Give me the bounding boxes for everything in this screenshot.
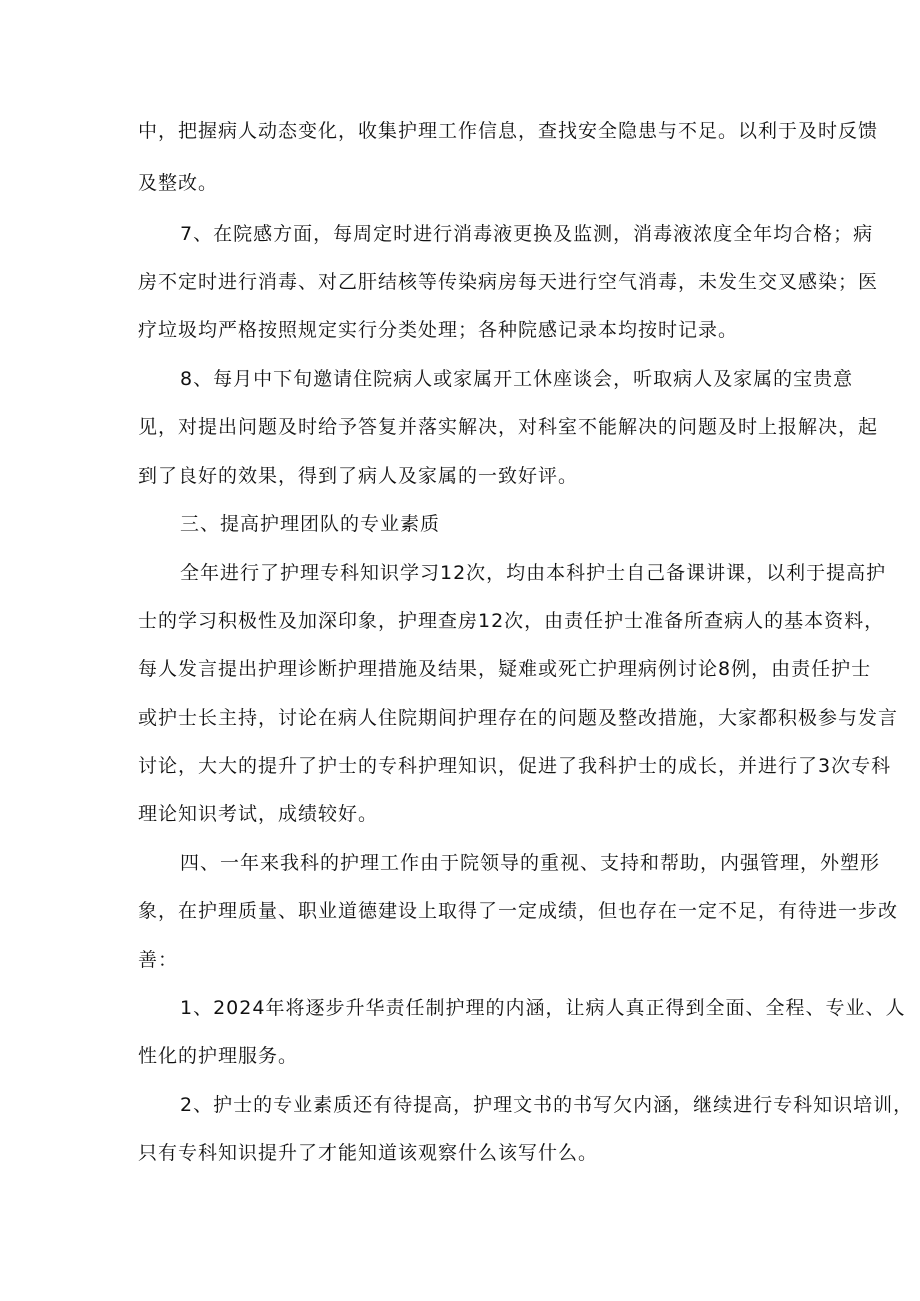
text-line: 及整改。 bbox=[138, 172, 219, 194]
text-line: 房不定时进行消毒、对乙肝结核等传染病房每天进行空气消毒，未发生交叉感染；医 bbox=[138, 271, 879, 293]
section-heading-3: 三、提高护理团队的专业素质 bbox=[180, 513, 441, 535]
section-heading-4: 四、一年来我科的护理工作由于院领导的重视、支持和帮助，内强管理，外塑形 bbox=[180, 852, 881, 874]
text-line: 疗垃圾均严格按照规定实行分类处理；各种院感记录本均按时记录。 bbox=[138, 319, 739, 341]
text-line-item-1: 1、2024年将逐步升华责任制护理的内涵，让病人真正得到全面、全程、专业、人 bbox=[180, 997, 906, 1019]
text-line: 或护士长主持，讨论在病人住院期间护理存在的问题及整改措施，大家都积极参与发言 bbox=[138, 707, 899, 729]
text-line: 善： bbox=[138, 949, 179, 971]
text-line-paragraph: 全年进行了护理专科知识学习12次，均由本科护士自己备课讲课，以利于提高护 bbox=[180, 562, 887, 584]
text-line-paragraph-7: 7、在院感方面，每周定时进行消毒液更换及监测，消毒液浓度全年均合格；病 bbox=[180, 223, 874, 245]
text-line-paragraph-8: 8、每月中下旬邀请住院病人或家属开工休座谈会，听取病人及家属的宝贵意 bbox=[180, 368, 854, 390]
text-line-item-2: 2、护士的专业素质还有待提高，护理文书的书写欠内涵，继续进行专科知识培训， bbox=[180, 1094, 914, 1116]
text-line: 理论知识考试，成绩较好。 bbox=[138, 803, 379, 825]
text-line: 象，在护理质量、职业道德建设上取得了一定成绩，但也存在一定不足，有待进一步改 bbox=[138, 900, 899, 922]
text-line: 士的学习积极性及加深印象，护理查房12次，由责任护士准备所查病人的基本资料， bbox=[138, 610, 885, 632]
text-line: 性化的护理服务。 bbox=[138, 1045, 299, 1067]
text-line: 每人发言提出护理诊断护理措施及结果，疑难或死亡护理病例讨论8例，由责任护士 bbox=[138, 658, 872, 680]
text-line: 讨论，大大的提升了护士的专科护理知识，促进了我科护士的成长，并进行了3次专科 bbox=[138, 755, 892, 777]
text-line: 只有专科知识提升了才能知道该观察什么该写什么。 bbox=[138, 1142, 599, 1164]
text-line: 见，对提出问题及时给予答复并落实解决，对科室不能解决的问题及时上报解决，起 bbox=[138, 416, 879, 438]
text-line-continuation: 中，把握病人动态变化，收集护理工作信息，查找安全隐患与不足。以利于及时反馈 bbox=[138, 120, 879, 142]
text-line: 到了良好的效果，得到了病人及家属的一致好评。 bbox=[138, 465, 579, 487]
